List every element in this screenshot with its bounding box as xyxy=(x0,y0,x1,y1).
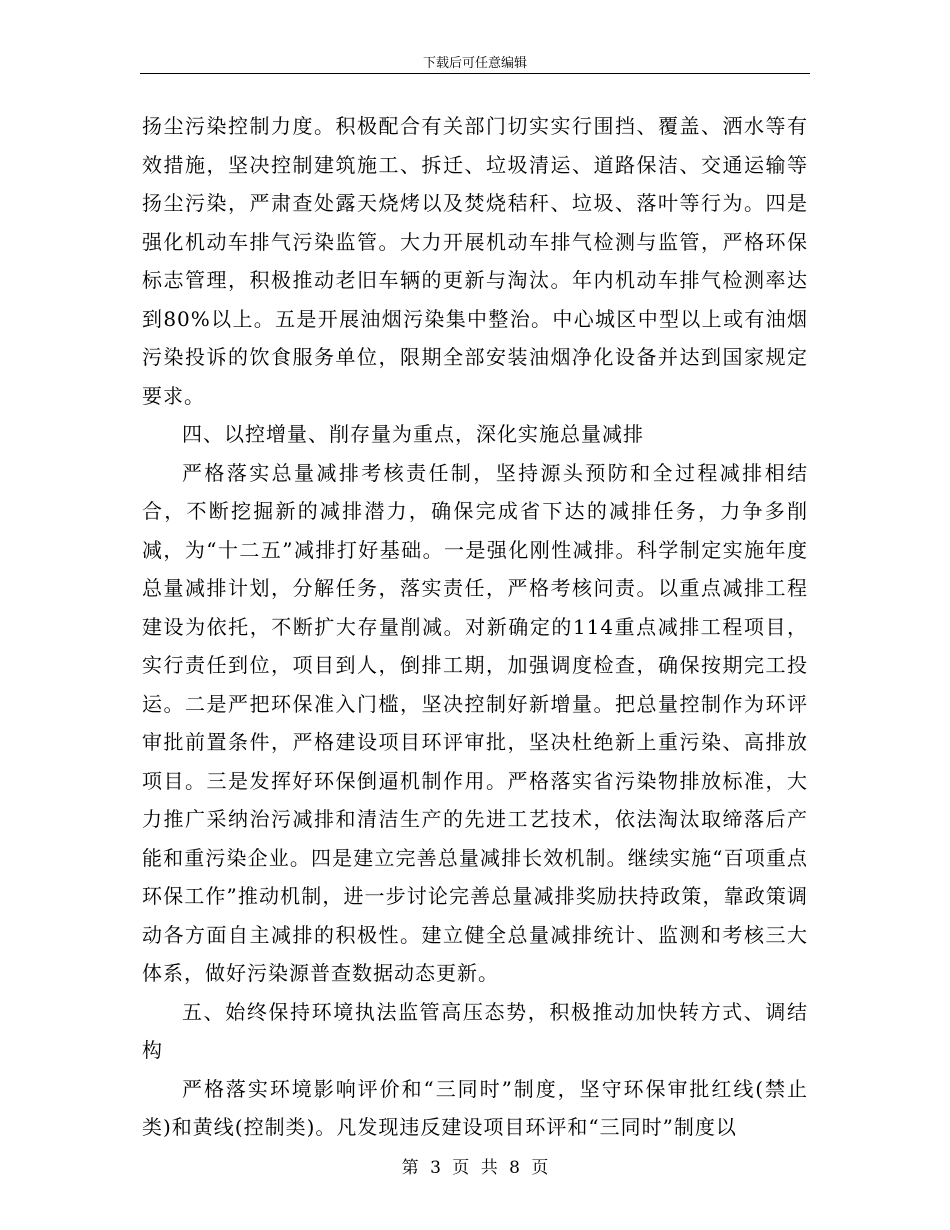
paragraph-enforcement: 严格落实环境影响评价和“三同时”制度，坚守环保审批红线(禁止类)和黄线(控制类)。凡发现违反建设项目环评和“三同时”制度以 xyxy=(142,1076,808,1139)
section-heading-4: 四、以控增量、削存量为重点，深化实施总量减排 xyxy=(182,422,644,446)
page-header: 下载后可任意编辑 xyxy=(422,56,527,71)
paragraph-continuation: 扬尘污染控制力度。积极配合有关部门切实实行围挡、覆盖、洒水等有效措施，坚决控制建筑施工、拆迁、垃圾清运、道路保洁、交通运输等扬尘污染，严肃查处露天烧烤以及焚烧秸秆、垃圾、落叶等行为。四是强化机动车排气污染监管。大力开展机动车排气检测与监管，严格环保标志管理，积极推动老旧车辆的更新与淘汰。年内机动车排气检测率达到80%以上。五是开展油烟污染集中整治。中心城区中型以上或有油烟污染投诉的饮食服务单位，限期全部安装油烟净化设备并达到国家规定要求。 xyxy=(142,114,808,408)
paragraph-emission-reduction: 严格落实总量减排考核责任制，坚持源头预防和全过程减排相结合，不断挖掘新的减排潜力，确保完成省下达的减排任务，力争多削减，为“十二五”减排打好基础。一是强化刚性减排。科学制定实施年度总量减排计划，分解任务，落实责任，严格考核问责。以重点减排工程建设为依托，不断扩大存量削减。对新确定的114重点减排工程项目，实行责任到位，项目到人，倒排工期，加强调度检查，确保按期完工投运。二是严把环保准入门槛，坚决控制好新增量。把总量控制作为环评审批前置条件，严格建设项目环评审批，坚决杜绝新上重污染、高排放项目。三是发挥好环保倒逼机制作用。严格落实省污染物排放标准，大力推广采纳治污减排和清洁生产的先进工艺技术，依法淘汰取缔落后产能和重污染企业。四是建立完善总量减排长效机制。继续实施“百项重点环保工作”推动机制，进一步讨论完善总量减排奖励扶持政策，靠政策调动各方面自主减排的积极性。建立健全总量减排统计、监测和考核三大体系，做好污染源普查数据动态更新。 xyxy=(142,460,808,985)
page-footer: 第 3 页 共 8 页 xyxy=(401,1158,549,1178)
body-text xyxy=(142,107,808,1147)
section-heading-5: 五、始终保持环境执法监管高压态势，积极推动加快转方式、调结构 xyxy=(142,999,808,1062)
header-rule xyxy=(140,73,810,74)
